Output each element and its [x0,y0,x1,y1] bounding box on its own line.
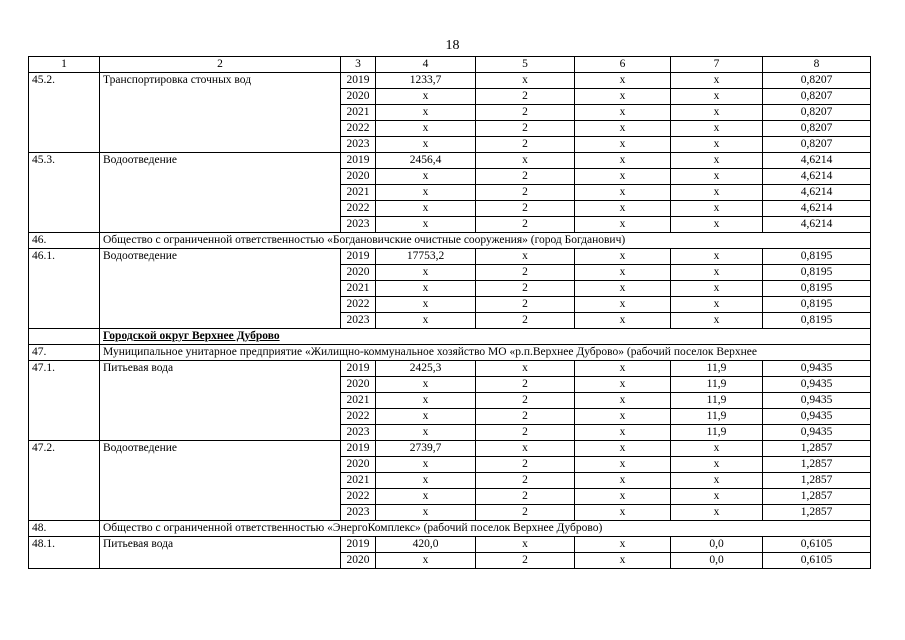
table-cell: x [575,393,671,409]
table-cell: x [476,361,575,377]
table-cell: 2022 [341,201,376,217]
table-cell: x [575,505,671,521]
table-cell: x [575,217,671,233]
table-cell: x [671,265,763,281]
table-cell: 2019 [341,441,376,457]
table-cell: 2020 [341,89,376,105]
table-cell: 0,9435 [763,393,871,409]
table-cell: x [376,281,476,297]
table-cell: x [575,249,671,265]
table-cell: x [575,553,671,569]
table-cell: x [575,313,671,329]
row-number: 47.1. [29,361,100,441]
table-cell: x [671,313,763,329]
table-cell: 11,9 [671,425,763,441]
table-cell: 2 [476,313,575,329]
table-cell: x [376,185,476,201]
table-cell: 2 [476,377,575,393]
table-cell: 0,0 [671,553,763,569]
table-cell: 2021 [341,393,376,409]
service-name: Питьевая вода [100,537,341,569]
table-cell: 2 [476,201,575,217]
table-cell: 1,2857 [763,441,871,457]
table-cell: 2 [476,489,575,505]
table-cell: x [671,169,763,185]
table-cell: 0,8207 [763,89,871,105]
table-cell: 0,8207 [763,105,871,121]
table-row [29,441,871,457]
table-cell: x [575,441,671,457]
table-cell: 0,8195 [763,249,871,265]
table-cell: x [376,313,476,329]
table-cell: x [376,393,476,409]
table-cell: 0,9435 [763,409,871,425]
table-cell: x [671,89,763,105]
table-cell: 2020 [341,265,376,281]
table-cell: 2 [476,553,575,569]
table-cell: x [671,217,763,233]
table-cell: 2739,7 [376,441,476,457]
table-cell: 2 [476,409,575,425]
table-cell: 0,8195 [763,281,871,297]
table-cell: 0,9435 [763,425,871,441]
table-cell: x [376,201,476,217]
table-cell: 11,9 [671,361,763,377]
table-cell: x [575,281,671,297]
table-cell: 4,6214 [763,153,871,169]
table-cell: 2 [476,473,575,489]
table-cell: x [671,121,763,137]
row-number: 48.1. [29,537,100,569]
table-cell: 17753,2 [376,249,476,265]
table-cell: x [376,409,476,425]
table-cell: x [376,457,476,473]
table-cell: 2023 [341,425,376,441]
table-row [29,361,871,377]
table-cell: x [376,489,476,505]
table-cell: x [575,473,671,489]
table-cell: x [575,185,671,201]
table-cell: 2 [476,185,575,201]
table-cell: 2023 [341,505,376,521]
organization-name: Общество с ограниченной ответственностью «ЭнергоКомплекс» (рабочий поселок Верхнее Дуброво) [100,521,871,537]
table-cell: 1233,7 [376,73,476,89]
table-cell: 1,2857 [763,457,871,473]
table-cell: 1,2857 [763,473,871,489]
table-cell: 2019 [341,153,376,169]
column-header: 4 [376,57,476,73]
table-cell: x [575,425,671,441]
row-number: 47.2. [29,441,100,521]
table-cell: x [575,137,671,153]
table-cell: 4,6214 [763,201,871,217]
table-cell: x [575,169,671,185]
table-cell: 0,8207 [763,121,871,137]
row-number: 47. [29,345,100,361]
table-cell: 2023 [341,217,376,233]
table-cell: 4,6214 [763,217,871,233]
table-cell: x [671,297,763,313]
table-cell: x [575,105,671,121]
table-cell: 2019 [341,537,376,553]
table-cell: x [376,217,476,233]
table-cell: 2023 [341,313,376,329]
page-number: 18 [445,38,460,53]
empty-cell [29,329,100,345]
table-cell: x [575,457,671,473]
table-cell: 0,9435 [763,361,871,377]
table-cell: 0,9435 [763,377,871,393]
tariff-table [28,56,871,569]
table-cell: x [476,537,575,553]
table-cell: x [671,73,763,89]
table-cell: x [376,265,476,281]
organization-name: Общество с ограниченной ответственностью «Богдановичские очистные сооружения» (город Богданович) [100,233,871,249]
table-cell: 2 [476,217,575,233]
table-cell: 11,9 [671,393,763,409]
row-number: 46.1. [29,249,100,329]
table-cell: 11,9 [671,377,763,393]
table-cell: 2020 [341,377,376,393]
table-cell: x [671,153,763,169]
table-cell: x [575,361,671,377]
table-cell: x [575,153,671,169]
table-cell: 2456,4 [376,153,476,169]
table-cell: 2020 [341,553,376,569]
organization-row [29,345,871,361]
table-cell: x [671,249,763,265]
table-cell: 2 [476,265,575,281]
table-cell: x [575,409,671,425]
table-cell: 4,6214 [763,169,871,185]
table-cell: x [671,457,763,473]
column-header: 3 [341,57,376,73]
table-cell: 2425,3 [376,361,476,377]
table-cell: 0,0 [671,537,763,553]
service-name: Водоотведение [100,153,341,233]
table-cell: x [575,297,671,313]
table-cell: 2023 [341,137,376,153]
table-cell: x [376,169,476,185]
column-header: 2 [100,57,341,73]
table-cell: 2 [476,457,575,473]
table-row [29,153,871,169]
table-cell: 2 [476,393,575,409]
table-cell: 2 [476,425,575,441]
organization-name: Муниципальное унитарное предприятие «Жилищно-коммунальное хозяйство МО «р.п.Верхнее Дуброво» (рабочий поселок Верхнее [100,345,871,361]
row-number: 45.2. [29,73,100,153]
district-row [29,329,871,345]
table-cell: 2022 [341,297,376,313]
table-cell: 2019 [341,249,376,265]
table-cell: 1,2857 [763,505,871,521]
table-cell: 0,6105 [763,537,871,553]
column-header: 1 [29,57,100,73]
table-cell: x [376,121,476,137]
table-cell: x [575,73,671,89]
service-name: Транспортировка сточных вод [100,73,341,153]
service-name: Водоотведение [100,249,341,329]
table-cell: x [671,473,763,489]
column-header: 8 [763,57,871,73]
table-cell: x [476,441,575,457]
table-cell: 0,8195 [763,265,871,281]
table-cell: 1,2857 [763,489,871,505]
column-header-row [29,57,871,73]
table-cell: 0,8207 [763,73,871,89]
row-number: 48. [29,521,100,537]
table-cell: 0,8207 [763,137,871,153]
table-row [29,73,871,89]
table-cell: 0,6105 [763,553,871,569]
table-cell: x [376,505,476,521]
table-cell: 2 [476,169,575,185]
table-cell: 2019 [341,73,376,89]
table-cell: x [671,441,763,457]
table-cell: x [575,489,671,505]
row-number: 46. [29,233,100,249]
table-cell: x [575,265,671,281]
table-cell: x [671,185,763,201]
table-cell: x [376,553,476,569]
table-cell: x [575,537,671,553]
table-cell: x [575,89,671,105]
table-cell: 0,8195 [763,313,871,329]
table-cell: 2021 [341,281,376,297]
table-cell: 2 [476,281,575,297]
table-cell: x [376,105,476,121]
table-row [29,537,871,553]
table-cell: x [575,377,671,393]
table-cell: x [476,73,575,89]
table-cell: 2021 [341,185,376,201]
table-cell: 2022 [341,121,376,137]
table-cell: x [671,489,763,505]
table-cell: 2 [476,505,575,521]
table-cell: 2021 [341,473,376,489]
column-header: 6 [575,57,671,73]
table-cell: 2 [476,105,575,121]
table-cell: 4,6214 [763,185,871,201]
table-cell: 2020 [341,169,376,185]
table-cell: x [376,297,476,313]
organization-row [29,233,871,249]
row-number: 45.3. [29,153,100,233]
table-cell: 2 [476,89,575,105]
organization-row [29,521,871,537]
service-name: Питьевая вода [100,361,341,441]
table-cell: 0,8195 [763,297,871,313]
column-header: 5 [476,57,575,73]
table-cell: 2021 [341,105,376,121]
table-cell: x [376,137,476,153]
table-cell: x [376,89,476,105]
table-cell: x [376,425,476,441]
table-cell: x [376,377,476,393]
table-cell: x [671,105,763,121]
table-cell: x [671,505,763,521]
table-cell: 2 [476,297,575,313]
table-cell: x [575,121,671,137]
table-cell: 420,0 [376,537,476,553]
table-cell: x [671,281,763,297]
table-cell: 2 [476,137,575,153]
service-name: Водоотведение [100,441,341,521]
table-cell: x [476,249,575,265]
table-cell: 2 [476,121,575,137]
table-cell: x [671,137,763,153]
table-cell: 11,9 [671,409,763,425]
column-header: 7 [671,57,763,73]
table-cell: x [476,153,575,169]
table-cell: x [376,473,476,489]
table-cell: 2022 [341,409,376,425]
table-cell: 2020 [341,457,376,473]
table-cell: 2019 [341,361,376,377]
district-name: Городской округ Верхнее Дуброво [100,329,871,345]
table-row [29,249,871,265]
table-cell: x [671,201,763,217]
table-cell: 2022 [341,489,376,505]
table-cell: x [575,201,671,217]
